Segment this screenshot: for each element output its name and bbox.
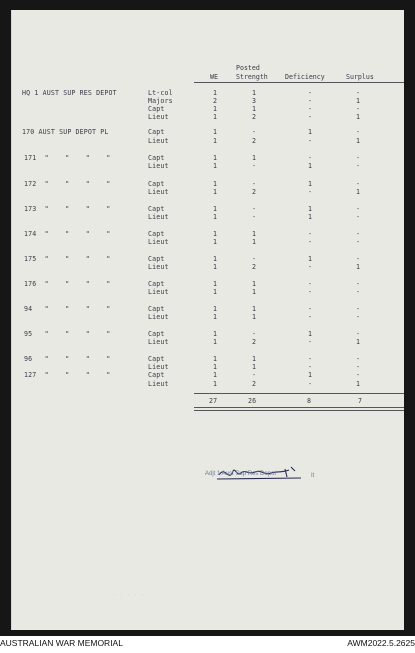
surplus-value: - [356, 371, 361, 379]
we-value: 1 [213, 288, 218, 296]
surplus-value: - [356, 162, 361, 170]
rank-label: Lieut [148, 363, 169, 371]
posted-value: 1 [252, 288, 257, 296]
rank-label: Capt [148, 280, 165, 288]
total-we: 27 [209, 397, 218, 405]
we-value: 1 [213, 263, 218, 271]
deficiency-value: - [308, 188, 313, 196]
unit-label: 171 " " " " [24, 154, 111, 162]
surplus-value: - [356, 255, 361, 263]
posted-value: - [252, 330, 257, 338]
posted-value: 1 [252, 313, 257, 321]
we-value: 1 [213, 238, 218, 246]
column-header-posted-top: Posted [236, 64, 260, 72]
unit-label: 96 " " " " [24, 355, 111, 363]
rank-label: Capt [148, 205, 165, 213]
rank-label: Lt-col [148, 89, 173, 97]
we-value: 1 [213, 363, 218, 371]
surplus-value: - [356, 363, 361, 371]
header-underline [194, 82, 404, 83]
posted-value: 1 [252, 89, 257, 97]
surplus-value: - [356, 213, 361, 221]
posted-value: 1 [252, 105, 257, 113]
deficiency-value: - [308, 355, 313, 363]
column-header-deficiency: Deficiency [285, 73, 325, 81]
surplus-value: 1 [356, 263, 361, 271]
footer-accession-number: AWM2022.5.2625 [347, 638, 415, 648]
deficiency-value: 1 [308, 213, 313, 221]
rank-label: Lieut [148, 263, 169, 271]
rank-label: Lieut [148, 213, 169, 221]
deficiency-value: 1 [308, 330, 313, 338]
surplus-value: - [356, 355, 361, 363]
we-value: 1 [213, 113, 218, 121]
surplus-value: - [356, 128, 361, 136]
deficiency-value: 1 [308, 371, 313, 379]
posted-value: - [252, 371, 257, 379]
we-value: 2 [213, 97, 218, 105]
total-surplus: 7 [358, 397, 363, 405]
rank-label: Capt [148, 371, 165, 379]
rank-label: Capt [148, 128, 165, 136]
surplus-value: - [356, 89, 361, 97]
rank-label: Capt [148, 180, 165, 188]
rank-label: Capt [148, 355, 165, 363]
we-value: 1 [213, 255, 218, 263]
posted-value: 2 [252, 380, 257, 388]
we-value: 1 [213, 355, 218, 363]
deficiency-value: - [308, 363, 313, 371]
deficiency-value: 1 [308, 205, 313, 213]
deficiency-value: 1 [308, 255, 313, 263]
deficiency-value: - [308, 263, 313, 271]
we-value: 1 [213, 380, 218, 388]
we-value: 1 [213, 162, 218, 170]
rank-label: Lieut [148, 188, 169, 196]
we-value: 1 [213, 213, 218, 221]
deficiency-value: - [308, 97, 313, 105]
we-value: 1 [213, 105, 218, 113]
surplus-value: 1 [356, 380, 361, 388]
posted-value: 2 [252, 188, 257, 196]
deficiency-value: - [308, 338, 313, 346]
total-posted: 26 [248, 397, 257, 405]
footer-institution: AUSTRALIAN WAR MEMORIAL [0, 638, 123, 648]
surplus-value: - [356, 288, 361, 296]
adjutant-stamp: Adjt 1 Aust Sup Res Depot [205, 471, 277, 477]
totals-bottom-rule-1 [194, 407, 404, 408]
surplus-value: - [356, 154, 361, 162]
surplus-value: - [356, 180, 361, 188]
posted-value: - [252, 180, 257, 188]
rank-label: Lieut [148, 137, 169, 145]
we-value: 1 [213, 313, 218, 321]
surplus-value: 1 [356, 137, 361, 145]
surplus-value: - [356, 313, 361, 321]
column-header-we: WE [210, 73, 218, 81]
svg-text:It: It [311, 473, 315, 479]
unit-label: 95 " " " " [24, 330, 111, 338]
deficiency-value: - [308, 89, 313, 97]
surplus-value: - [356, 230, 361, 238]
deficiency-value: 1 [308, 180, 313, 188]
surplus-value: - [356, 280, 361, 288]
surplus-value: - [356, 205, 361, 213]
rank-label: Capt [148, 154, 165, 162]
total-deficiency: 8 [307, 397, 312, 405]
rank-label: Capt [148, 230, 165, 238]
rank-label: Capt [148, 105, 165, 113]
surplus-value: - [356, 305, 361, 313]
deficiency-value: - [308, 288, 313, 296]
deficiency-value: - [308, 238, 313, 246]
posted-value: 1 [252, 305, 257, 313]
rank-label: Lieut [148, 380, 169, 388]
unit-label: 175 " " " " [24, 255, 111, 263]
column-header-surplus: Surplus [346, 73, 374, 81]
we-value: 1 [213, 89, 218, 97]
surplus-value: - [356, 105, 361, 113]
posted-value: - [252, 205, 257, 213]
we-value: 1 [213, 338, 218, 346]
column-header-posted-strength: Strength [236, 73, 268, 81]
we-value: 1 [213, 280, 218, 288]
we-value: 1 [213, 305, 218, 313]
we-value: 1 [213, 371, 218, 379]
posted-value: - [252, 162, 257, 170]
rank-label: Lieut [148, 238, 169, 246]
posted-value: 1 [252, 154, 257, 162]
rank-label: Capt [148, 305, 165, 313]
surplus-value: - [356, 238, 361, 246]
unit-label: 94 " " " " [24, 305, 111, 313]
deficiency-value: - [308, 230, 313, 238]
posted-value: 1 [252, 238, 257, 246]
surplus-value: - [356, 330, 361, 338]
posted-value: 1 [252, 363, 257, 371]
posted-value: 2 [252, 137, 257, 145]
posted-value: 2 [252, 263, 257, 271]
rank-label: Lieut [148, 162, 169, 170]
rank-label: Lieut [148, 338, 169, 346]
posted-value: 3 [252, 97, 257, 105]
deficiency-value: - [308, 305, 313, 313]
deficiency-value: - [308, 154, 313, 162]
unit-label: 170 AUST SUP DEPOT PL [22, 128, 109, 136]
deficiency-value: - [308, 380, 313, 388]
posted-value: 1 [252, 230, 257, 238]
deficiency-value: - [308, 313, 313, 321]
we-value: 1 [213, 330, 218, 338]
we-value: 1 [213, 128, 218, 136]
rank-label: Capt [148, 255, 165, 263]
document-page [11, 10, 404, 630]
we-value: 1 [213, 137, 218, 145]
rank-label: Lieut [148, 288, 169, 296]
surplus-value: 1 [356, 97, 361, 105]
deficiency-value: - [308, 113, 313, 121]
unit-label: 173 " " " " [24, 205, 111, 213]
rank-label: Capt [148, 330, 165, 338]
deficiency-value: - [308, 280, 313, 288]
deficiency-value: 1 [308, 162, 313, 170]
we-value: 1 [213, 188, 218, 196]
rank-label: Majors [148, 97, 173, 105]
posted-value: 2 [252, 338, 257, 346]
we-value: 1 [213, 205, 218, 213]
totals-top-rule [194, 393, 404, 394]
faint-show-through: · · · · · [112, 592, 145, 599]
unit-label: 172 " " " " [24, 180, 111, 188]
posted-value: - [252, 213, 257, 221]
we-value: 1 [213, 154, 218, 162]
surplus-value: 1 [356, 113, 361, 121]
surplus-value: 1 [356, 338, 361, 346]
totals-bottom-rule-2 [194, 410, 404, 411]
posted-value: 1 [252, 280, 257, 288]
posted-value: 2 [252, 113, 257, 121]
unit-label: HQ 1 AUST SUP RES DEPOT [22, 89, 117, 97]
unit-label: 176 " " " " [24, 280, 111, 288]
posted-value: - [252, 255, 257, 263]
unit-label: 127 " " " " [24, 371, 111, 379]
we-value: 1 [213, 230, 218, 238]
rank-label: Lieut [148, 113, 169, 121]
surplus-value: 1 [356, 188, 361, 196]
deficiency-value: 1 [308, 128, 313, 136]
posted-value: 1 [252, 355, 257, 363]
deficiency-value: - [308, 137, 313, 145]
we-value: 1 [213, 180, 218, 188]
unit-label: 174 " " " " [24, 230, 111, 238]
deficiency-value: - [308, 105, 313, 113]
rank-label: Lieut [148, 313, 169, 321]
posted-value: - [252, 128, 257, 136]
